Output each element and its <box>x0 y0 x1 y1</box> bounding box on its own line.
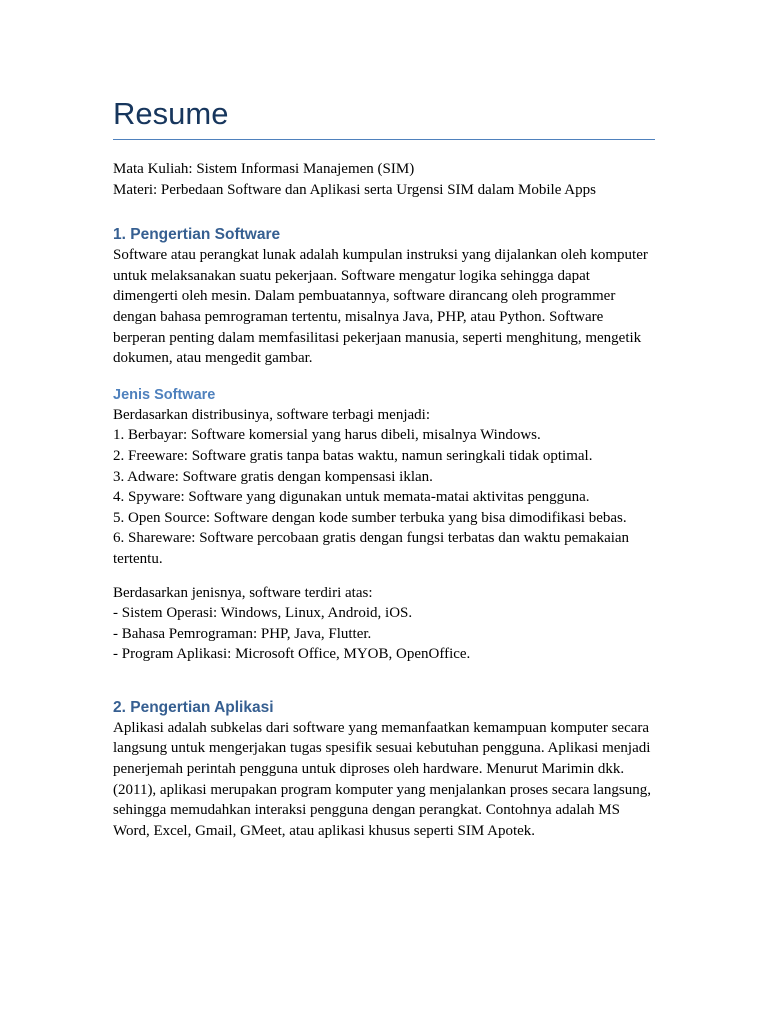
list-intro: Berdasarkan distribusinya, software terbagi menjadi: <box>113 406 430 423</box>
list-item: - Sistem Operasi: Windows, Linux, Android, iOS. <box>113 605 413 622</box>
meta-course: Mata Kuliah: Sistem Informasi Manajemen (SIM) <box>113 161 415 177</box>
heading-pengertian-aplikasi: 2. Pengertian Aplikasi <box>113 698 274 716</box>
course-meta <box>113 159 655 200</box>
list-item: 4. Spyware: Software yang digunakan untuk memata-matai aktivitas pengguna. <box>113 489 590 506</box>
text-line: Software atau perangkat lunak adalah kumpulan instruksi yang dijalankan oleh komputer <box>113 247 648 264</box>
text-line: untuk melaksanakan suatu pekerjaan. Software mengatur logika sehingga dapat <box>113 267 590 284</box>
list-jenis <box>113 583 655 665</box>
text-line: Aplikasi adalah subkelas dari software yang memanfaatkan kemampuan komputer secara <box>113 719 650 736</box>
meta-material: Materi: Perbedaan Software dan Aplikasi serta Urgensi SIM dalam Mobile Apps <box>113 181 596 198</box>
list-item: 6. Shareware: Software percobaan gratis dengan fungsi terbatas dan waktu pemakaian <box>113 530 630 547</box>
text-line: sehingga memudahkan interaksi pengguna dengan perangkat. Contohnya adalah MS <box>113 802 620 819</box>
text-line: langsung untuk mengerjakan tugas spesifik sesuai kebutuhan pengguna. Aplikasi menjadi <box>113 740 651 757</box>
list-item: - Bahasa Pemrograman: PHP, Java, Flutter. <box>113 625 372 642</box>
text-line: penerjemah perintah pengguna untuk diproses oleh hardware. Menurut Marimin dkk. <box>113 761 625 778</box>
text-line: (2011), aplikasi merupakan program komputer yang menjalankan proses secara langsung, <box>113 781 652 798</box>
list-item: tertentu. <box>113 550 163 567</box>
list-item: 3. Adware: Software gratis dengan kompensasi iklan. <box>113 468 433 485</box>
text-line: dokumen, atau mengedit gambar. <box>113 350 313 367</box>
document-title: Resume <box>113 96 229 131</box>
title-divider <box>113 139 655 140</box>
list-intro: Berdasarkan jenisnya, software terdiri atas: <box>113 584 373 601</box>
list-item: 2. Freeware: Software gratis tanpa batas waktu, namun seringkali tidak optimal. <box>113 447 593 464</box>
text-line: Word, Excel, Gmail, GMeet, atau aplikasi khusus seperti SIM Apotek. <box>113 822 536 839</box>
list-item: 5. Open Source: Software dengan kode sumber terbuka yang bisa dimodifikasi bebas. <box>113 509 627 526</box>
paragraph-pengertian-aplikasi <box>113 718 655 842</box>
text-line: dimengerti oleh mesin. Dalam pembuatannya, software dirancang oleh programmer <box>113 288 616 305</box>
list-distribusi <box>113 405 655 570</box>
list-item: 1. Berbayar: Software komersial yang harus dibeli, misalnya Windows. <box>113 427 541 444</box>
text-line: berperan penting dalam memfasilitasi pekerjaan manusia, seperti menghitung, mengetik <box>113 329 642 346</box>
text-line: dengan bahasa pemrograman tertentu, misalnya Java, PHP, atau Python. Software <box>113 308 604 325</box>
list-item: - Program Aplikasi: Microsoft Office, MYOB, OpenOffice. <box>113 646 471 663</box>
paragraph-pengertian-software <box>113 245 655 369</box>
heading-pengertian-software: 1. Pengertian Software <box>113 226 281 244</box>
heading-jenis-software: Jenis Software <box>113 386 216 403</box>
document-page <box>113 0 655 841</box>
